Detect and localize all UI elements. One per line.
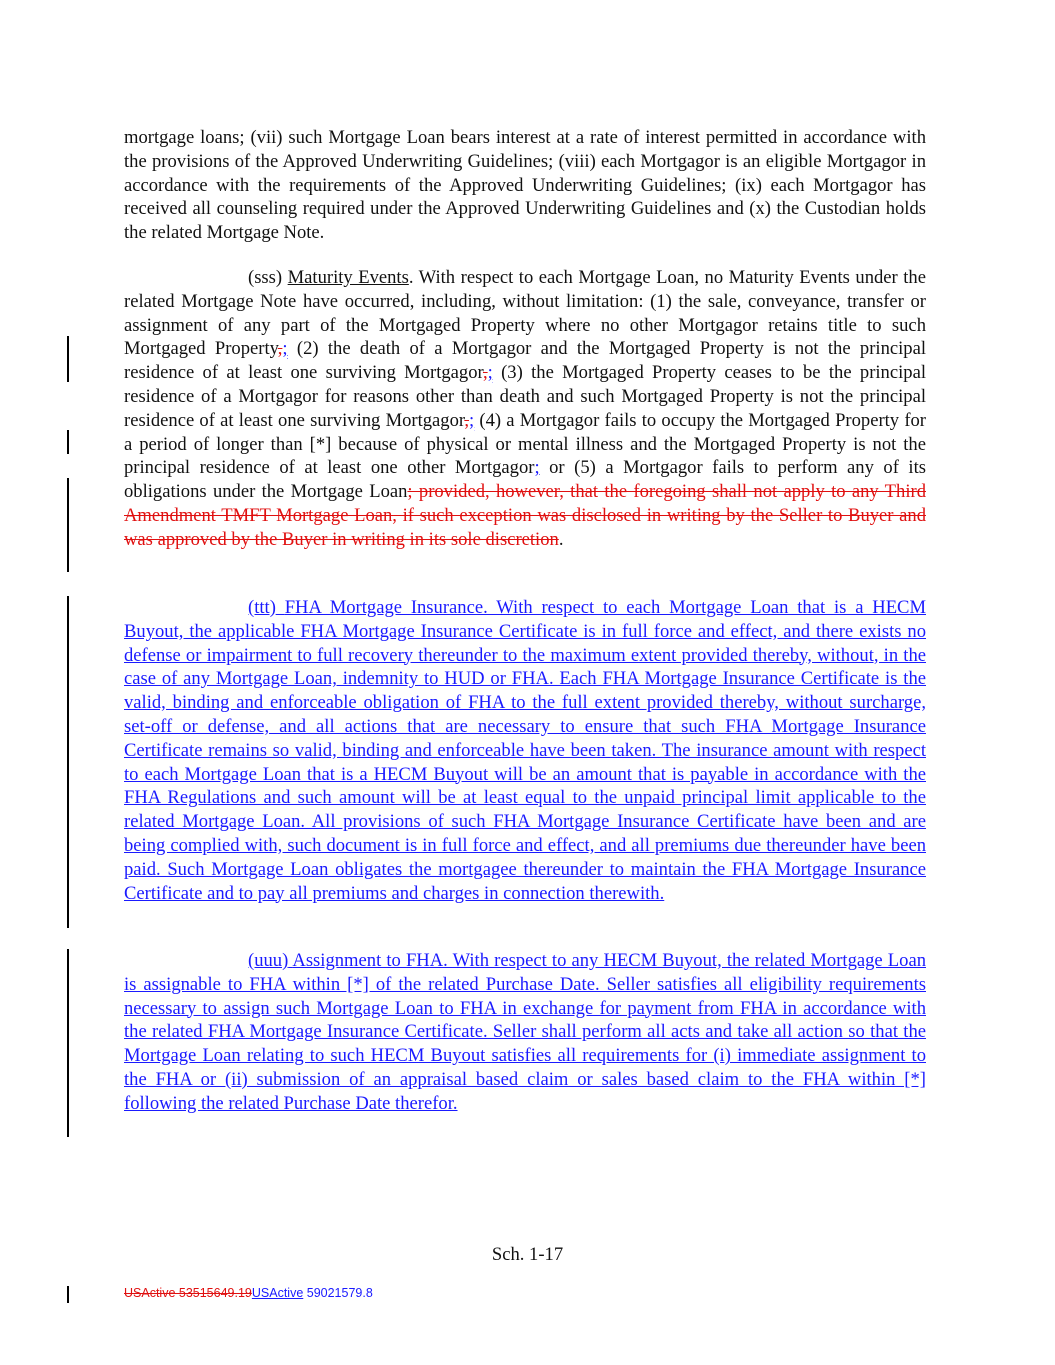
sss-text-3: (3) the Mortgaged Property ceases to be the principal residence of a Mortgagor for reasons other than death and such Mortgaged Property is not the principal residence of at least one surviving Mortgagor [124, 362, 926, 431]
sss-text-4: (4) a Mortgagor fails to occupy the Mortgaged Property for a period of longer than [*] because of physical or mental illness and the Mortgaged Property is not the principal residence of at least one other Mortgagor [124, 409, 926, 479]
document-id [124, 1286, 373, 1300]
change-bar [67, 336, 69, 382]
sss-label: (sss) [248, 267, 283, 288]
new-document-id-number: 59021579.8 [303, 1286, 373, 1300]
change-bar [67, 1286, 69, 1303]
sss-heading: Maturity Events [287, 267, 409, 288]
page-number: Sch. 1-17 [491, 1244, 564, 1265]
new-document-id-prefix: USActive [251, 1286, 304, 1300]
paragraph-continuation: mortgage loans; (vii) such Mortgage Loan bears interest at a rate of interest permitted in accordance with the provisions of the Approved Underwriting Guidelines; (viii) each Mortgagor is an eligible Mortgagor in accordance with the requirements of the Approved Underwriting Guidelines; (ix) each Mortgagor has received all counseling required under the Approved Underwriting Guidelines and (x) the Custodian holds the related Mortgage Note. [124, 127, 926, 244]
sss-end: . [558, 528, 564, 550]
sss-deleted-comma-3: , [464, 409, 470, 431]
sss-inserted-semicolon-1: ; [282, 338, 288, 360]
paragraph-uuu [124, 949, 926, 1116]
old-document-id: USActive 53515649.19 [124, 1286, 252, 1300]
change-bar [67, 949, 69, 1137]
uuu-label: (uuu) [248, 950, 289, 971]
sss-inserted-semicolon-3: ; [469, 409, 475, 431]
change-bar [67, 596, 69, 928]
sss-deleted-comma-1: , [277, 338, 283, 360]
sss-text-2: (2) the death of a Mortgagor and the Mortgaged Property is not the principal residence of at least one surviving Mortgagor [124, 338, 926, 384]
paragraph-sss [124, 266, 926, 552]
sss-text-6: Mortgagor fails to perform any of its obligations under the Mortgage Loan [124, 457, 926, 503]
sss-text-1: . With respect to each Mortgage Loan, no Maturity Events under the related Mortgage Note have occurred, including, without limitation: (1) the sale, conveyance, transfer or assignment of any part of the Mortgaged Property where no other Mortgagor retains title to such Mortgaged Property [124, 267, 926, 360]
paragraph-ttt [124, 596, 926, 905]
sss-deleted-comma-2: , [482, 362, 488, 384]
sss-text-5: or (5) a [539, 457, 614, 479]
sss-deleted-proviso: ; provided, however, that the foregoing shall not apply to any Third Amendment TMFT Mortgage Loan, if such exception was disclosed in writing by the Seller to Buyer and was approved by the Buyer in writing in its sole discretion [124, 481, 926, 550]
ttt-label: (ttt) [248, 597, 276, 618]
ttt-body: FHA Mortgage Insurance. With respect to each Mortgage Loan that is a HECM Buyout, the applicable FHA Mortgage Insurance Certificate is in full force and effect, and there exists no defense or impairment to full recovery thereunder to the maximum extent provided thereby, without, in the case of any Mortgage Loan, indemnity to HUD or FHA. Each FHA Mortgage Insurance Certificate is the valid, binding and enforceable obligation of FHA to the full extent provided thereby, without surcharge, set-off or defense, and all actions that are necessary to ensure that such FHA Mortgage Insurance Certificate remains so valid, binding and enforceable have been taken. The insurance amount with respect to each Mortgage Loan that is a HECM Buyout will be an amount that is payable in accordance with the FHA Regulations and such amount will be at least equal to the unpaid principal limit applicable to the related Mortgage Loan. All provisions of such FHA Mortgage Insurance Certificate have been and are being complied with, such document is in full force and effect, and all premiums due thereunder have been paid. Such Mortgage Loan obligates the mortgagee thereunder to maintain the FHA Mortgage Insurance Certificate and to pay all premiums and charges in connection therewith. [124, 597, 926, 904]
uuu-body: Assignment to FHA. With respect to any HECM Buyout, the related Mortgage Loan is assignable to FHA within [*] of the related Purchase Date. Seller satisfies all eligibility requirements necessary to assign such Mortgage Loan to FHA in exchange for payment from FHA in accordance with the related FHA Mortgage Insurance Certificate. Seller shall perform all acts and take all action so that the Mortgage Loan relating to such HECM Buyout satisfies all requirements for (i) immediate assignment to the FHA or (ii) submission of an appraisal based claim or sales based claim to the FHA within [*] following the related Purchase Date therefor. [124, 950, 926, 1114]
sss-inserted-semicolon-2: ; [487, 362, 493, 384]
change-bar [67, 430, 69, 454]
sss-inserted-semicolon-4: ; [534, 457, 540, 479]
change-bar [67, 478, 69, 572]
